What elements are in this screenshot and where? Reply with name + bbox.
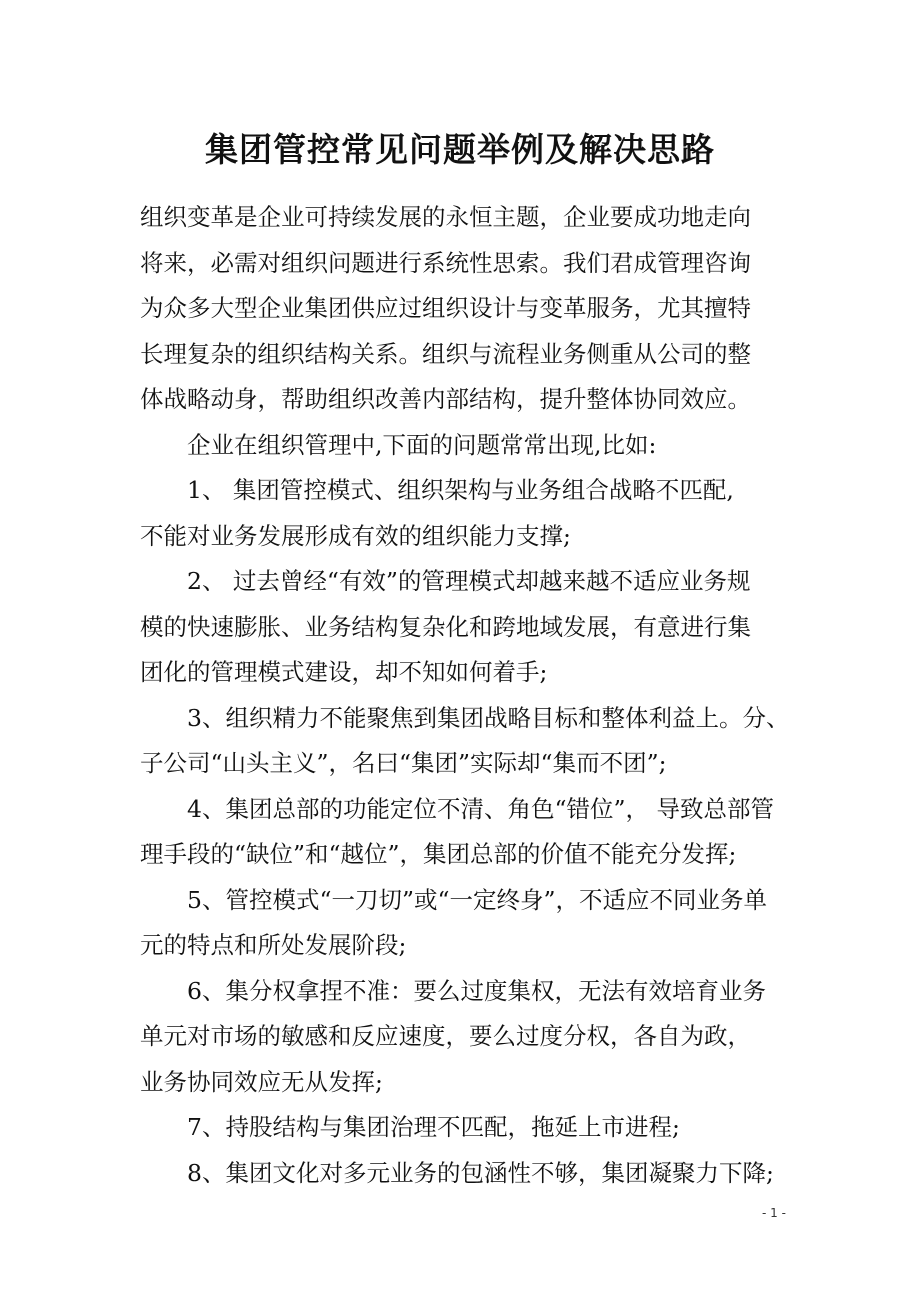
- list-item: [140, 787, 795, 878]
- lead-paragraph: [140, 423, 795, 469]
- intro-line: 为众多大型企业集团供应过组织设计与变革服务，尤其擅特: [140, 294, 751, 322]
- lead-line: 企业在组织管理中,下面的问题常常出现,比如:: [187, 430, 657, 459]
- list-item-line: 模的快速膨胀、业务结构复杂化和跨地域发展，有意进行集: [140, 612, 751, 641]
- list-item-line: 理手段的“缺位”和“越位”，集团总部的价值不能充分发挥;: [140, 840, 737, 868]
- intro-line: 体战略动身，帮助组织改善内部结构，提升整体协同效应。: [140, 385, 751, 413]
- list-item-line: 6、集分权拿捏不准：要么过度集权，无法有效培育业务: [187, 976, 766, 1005]
- list-item-line: 不能对业务发展形成有效的组织能力支撑;: [140, 521, 571, 550]
- list-item-line: 团化的管理模式建设，却不知如何着手;: [140, 658, 548, 686]
- list-item: [140, 468, 795, 559]
- document-title: 集团管控常见问题举例及解决思路: [205, 130, 715, 169]
- list-item-line: 单元对市场的敏感和反应速度，要么过度分权，各自为政，: [140, 1022, 751, 1050]
- intro-line: 将来，必需对组织问题进行系统性思索。我们君成管理咨询: [140, 248, 751, 277]
- list-item-line: 4、集团总部的功能定位不清、角色“错位”， 导致总部管: [187, 794, 774, 823]
- list-item: [140, 559, 795, 696]
- list-item-line: 7、持股结构与集团治理不匹配，拖延上市进程;: [187, 1113, 680, 1141]
- list-item-line: 1、 集团管控模式、组织架构与业务组合战略不匹配,: [187, 476, 734, 504]
- list-item-line: 5、管控模式“一刀切”或“一定终身”，不适应不同业务单: [187, 885, 768, 914]
- list-item: [140, 1151, 795, 1197]
- list-item: [140, 969, 795, 1106]
- list-item: [140, 1105, 795, 1151]
- document-body: [140, 195, 795, 1196]
- list-item-line: 元的特点和所处发展阶段;: [140, 931, 407, 959]
- intro-line: 长理复杂的组织结构关系。组织与流程业务侧重从公司的整: [140, 339, 751, 368]
- list-item-line: 8、集团文化对多元业务的包涵性不够，集团凝聚力下降;: [187, 1158, 774, 1187]
- list-item-line: 2、 过去曾经“有效”的管理模式却越来越不适应业务规: [187, 567, 751, 595]
- list-item: [140, 696, 795, 787]
- intro-paragraph: [140, 195, 795, 423]
- intro-line: 组织变革是企业可持续发展的永恒主题，企业要成功地走向: [140, 203, 751, 231]
- list-item-line: 子公司“山头主义”，名曰“集团”实际却“集而不团”;: [140, 749, 667, 777]
- list-item-line: 3、组织精力不能聚焦到集团战略目标和整体利益上。分、: [187, 703, 790, 732]
- list-item-line: 业务协同效应无从发挥;: [140, 1067, 383, 1096]
- page-number: - 1 -: [762, 1206, 786, 1220]
- list-item: [140, 878, 795, 969]
